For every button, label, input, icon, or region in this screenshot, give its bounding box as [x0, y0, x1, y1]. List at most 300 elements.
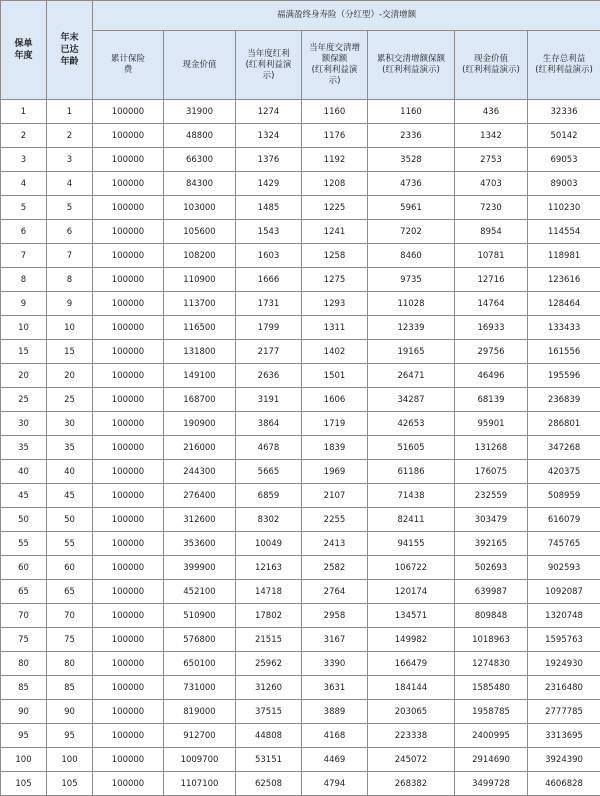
- col-header-total-survival-benefit: [528, 31, 600, 100]
- table-cell: 244300: [164, 460, 236, 484]
- table-cell: 508959: [528, 484, 600, 508]
- table-cell: 100000: [93, 436, 164, 460]
- table-row: [1, 652, 600, 676]
- table-cell: 8954: [455, 220, 528, 244]
- col-header-annual-dividend-label: 当年度红利 (红利利益演 示): [245, 48, 292, 81]
- table-row: [1, 220, 600, 244]
- table-cell: 40: [47, 460, 93, 484]
- table-cell: 128464: [528, 292, 600, 316]
- table-cell: 82411: [368, 508, 455, 532]
- table-cell: 745765: [528, 532, 600, 556]
- table-cell: 399900: [164, 556, 236, 580]
- table-cell: 10: [1, 316, 47, 340]
- table-cell: 50: [1, 508, 47, 532]
- table-cell: 4168: [302, 724, 368, 748]
- table-row: [1, 100, 600, 124]
- table-cell: 2958: [302, 604, 368, 628]
- table-cell: 110230: [528, 196, 600, 220]
- table-cell: 6859: [236, 484, 302, 508]
- table-cell: 90: [47, 700, 93, 724]
- table-cell: 5: [1, 196, 47, 220]
- table-cell: 10049: [236, 532, 302, 556]
- table-cell: 16933: [455, 316, 528, 340]
- table-cell: 616079: [528, 508, 600, 532]
- table-cell: 15: [47, 340, 93, 364]
- table-cell: 1429: [236, 172, 302, 196]
- table-cell: 94155: [368, 532, 455, 556]
- table-cell: 75: [1, 628, 47, 652]
- table-cell: 149100: [164, 364, 236, 388]
- table-cell: 9: [47, 292, 93, 316]
- table-cell: 103000: [164, 196, 236, 220]
- table-cell: 108200: [164, 244, 236, 268]
- table-cell: 95: [47, 724, 93, 748]
- table-cell: 902593: [528, 556, 600, 580]
- table-cell: 89003: [528, 172, 600, 196]
- table-cell: 10: [47, 316, 93, 340]
- table-cell: 65: [1, 580, 47, 604]
- table-cell: 1275: [302, 268, 368, 292]
- table-cell: 35: [47, 436, 93, 460]
- table-cell: 2413: [302, 532, 368, 556]
- table-cell: 100: [1, 748, 47, 772]
- table-cell: 133433: [528, 316, 600, 340]
- table-cell: 1107100: [164, 772, 236, 796]
- table-cell: 2255: [302, 508, 368, 532]
- table-cell: 60: [47, 556, 93, 580]
- table-cell: 452100: [164, 580, 236, 604]
- table-row: [1, 292, 600, 316]
- table-cell: 1258: [302, 244, 368, 268]
- table-cell: 25: [1, 388, 47, 412]
- table-cell: 15: [1, 340, 47, 364]
- table-cell: 236839: [528, 388, 600, 412]
- table-cell: 85: [47, 676, 93, 700]
- table-cell: 2336: [368, 124, 455, 148]
- table-cell: 1543: [236, 220, 302, 244]
- table-row: [1, 556, 600, 580]
- table-cell: 2777785: [528, 700, 600, 724]
- table-body: [1, 100, 600, 796]
- table-cell: 3499728: [455, 772, 528, 796]
- table-cell: 90: [1, 700, 47, 724]
- table-cell: 7: [47, 244, 93, 268]
- col-header-age-label: 年末 已达 年龄: [60, 33, 79, 67]
- table-cell: 286801: [528, 412, 600, 436]
- table-cell: 184144: [368, 676, 455, 700]
- table-cell: 1666: [236, 268, 302, 292]
- table-cell: 303479: [455, 508, 528, 532]
- table-cell: 48800: [164, 124, 236, 148]
- table-cell: 10781: [455, 244, 528, 268]
- table-cell: 1320748: [528, 604, 600, 628]
- table-cell: 100000: [93, 220, 164, 244]
- table-cell: 9735: [368, 268, 455, 292]
- table-cell: 1958785: [455, 700, 528, 724]
- table-cell: 5665: [236, 460, 302, 484]
- table-cell: 1274: [236, 100, 302, 124]
- table-cell: 1311: [302, 316, 368, 340]
- col-header-cash-value: [164, 31, 236, 100]
- col-header-cumulative-paidup-addition: [368, 31, 455, 100]
- table-cell: 2316480: [528, 676, 600, 700]
- table-cell: 131268: [455, 436, 528, 460]
- table-cell: 85: [1, 676, 47, 700]
- table-cell: 30: [47, 412, 93, 436]
- table-cell: 2: [1, 124, 47, 148]
- table-cell: 1009700: [164, 748, 236, 772]
- table-row: [1, 484, 600, 508]
- table-cell: 55: [1, 532, 47, 556]
- table-cell: 7230: [455, 196, 528, 220]
- table-cell: 6: [1, 220, 47, 244]
- table-cell: 3191: [236, 388, 302, 412]
- col-header-cumulative-premium: [93, 31, 164, 100]
- table-cell: 11028: [368, 292, 455, 316]
- table-cell: 1719: [302, 412, 368, 436]
- table-cell: 2636: [236, 364, 302, 388]
- table-cell: 1241: [302, 220, 368, 244]
- table-cell: 100: [47, 748, 93, 772]
- table-cell: 100000: [93, 556, 164, 580]
- table-cell: 95: [1, 724, 47, 748]
- table-row: [1, 244, 600, 268]
- table-cell: 106722: [368, 556, 455, 580]
- table-row: [1, 508, 600, 532]
- table-cell: 100000: [93, 244, 164, 268]
- col-header-annual-paidup-addition-label: 当年度交清增 额保额 (红利利益演 示): [308, 43, 360, 86]
- table-cell: 8: [47, 268, 93, 292]
- table-cell: 4606828: [528, 772, 600, 796]
- table-cell: 62508: [236, 772, 302, 796]
- table-cell: 1018963: [455, 628, 528, 652]
- table-cell: 53151: [236, 748, 302, 772]
- table-row: [1, 604, 600, 628]
- table-cell: 19165: [368, 340, 455, 364]
- table-row: [1, 196, 600, 220]
- table-row: [1, 316, 600, 340]
- table-cell: 5961: [368, 196, 455, 220]
- table-cell: 17802: [236, 604, 302, 628]
- col-header-dividend-cash-value: [455, 31, 528, 100]
- table-cell: 42653: [368, 412, 455, 436]
- table-cell: 2177: [236, 340, 302, 364]
- table-cell: 113700: [164, 292, 236, 316]
- table-cell: 35: [1, 436, 47, 460]
- table-cell: 3889: [302, 700, 368, 724]
- table-cell: 100000: [93, 460, 164, 484]
- table-row: [1, 460, 600, 484]
- table-cell: 1274830: [455, 652, 528, 676]
- table-cell: 100000: [93, 604, 164, 628]
- table-cell: 7202: [368, 220, 455, 244]
- table-cell: 1293: [302, 292, 368, 316]
- table-row: [1, 124, 600, 148]
- table-cell: 166479: [368, 652, 455, 676]
- table-cell: 1324: [236, 124, 302, 148]
- col-header-age: [47, 1, 93, 100]
- table-cell: 40: [1, 460, 47, 484]
- table-cell: 100000: [93, 628, 164, 652]
- table-row: [1, 148, 600, 172]
- table-cell: 120174: [368, 580, 455, 604]
- table-cell: 50142: [528, 124, 600, 148]
- table-cell: 100000: [93, 676, 164, 700]
- table-cell: 12339: [368, 316, 455, 340]
- table-cell: 268382: [368, 772, 455, 796]
- table-cell: 32336: [528, 100, 600, 124]
- table-cell: 1342: [455, 124, 528, 148]
- table-cell: 3864: [236, 412, 302, 436]
- table-cell: 66300: [164, 148, 236, 172]
- table-cell: 3528: [368, 148, 455, 172]
- table-cell: 502693: [455, 556, 528, 580]
- table-cell: 30: [1, 412, 47, 436]
- table-cell: 2400995: [455, 724, 528, 748]
- table-cell: 203065: [368, 700, 455, 724]
- table-cell: 100000: [93, 484, 164, 508]
- table-cell: 84300: [164, 172, 236, 196]
- table-cell: 4678: [236, 436, 302, 460]
- table-cell: 20: [47, 364, 93, 388]
- table-row: [1, 388, 600, 412]
- table-cell: 195596: [528, 364, 600, 388]
- col-header-cumulative-paidup-addition-label: 累积交清增额保额 (红利利益演示): [376, 54, 445, 75]
- table-cell: 100000: [93, 364, 164, 388]
- table-cell: 4794: [302, 772, 368, 796]
- table-cell: 100000: [93, 388, 164, 412]
- table-cell: 3313695: [528, 724, 600, 748]
- table-cell: 100000: [93, 412, 164, 436]
- table-row: [1, 364, 600, 388]
- table-cell: 31260: [236, 676, 302, 700]
- table-cell: 100000: [93, 700, 164, 724]
- table-cell: 650100: [164, 652, 236, 676]
- table-cell: 3: [1, 148, 47, 172]
- table-cell: 60: [1, 556, 47, 580]
- table-cell: 1376: [236, 148, 302, 172]
- table-cell: 1585480: [455, 676, 528, 700]
- table-cell: 70: [1, 604, 47, 628]
- table-cell: 1485: [236, 196, 302, 220]
- table-cell: 100000: [93, 172, 164, 196]
- table-row: [1, 748, 600, 772]
- table-cell: 1092087: [528, 580, 600, 604]
- table-cell: 276400: [164, 484, 236, 508]
- table-cell: 176075: [455, 460, 528, 484]
- table-cell: 1501: [302, 364, 368, 388]
- table-row: [1, 268, 600, 292]
- table-cell: 118981: [528, 244, 600, 268]
- table-cell: 1160: [368, 100, 455, 124]
- table-cell: 1731: [236, 292, 302, 316]
- table-cell: 1924930: [528, 652, 600, 676]
- table-cell: 12716: [455, 268, 528, 292]
- table-cell: 100000: [93, 532, 164, 556]
- table-cell: 44808: [236, 724, 302, 748]
- table-cell: 100000: [93, 652, 164, 676]
- table-cell: 809848: [455, 604, 528, 628]
- col-header-policy-year-label: 保单 年度: [14, 39, 33, 61]
- table-cell: 4469: [302, 748, 368, 772]
- table-cell: 7: [1, 244, 47, 268]
- table-cell: 69053: [528, 148, 600, 172]
- table-cell: 80: [47, 652, 93, 676]
- table-cell: 1160: [302, 100, 368, 124]
- table-cell: 190900: [164, 412, 236, 436]
- table-cell: 731000: [164, 676, 236, 700]
- table-cell: 100000: [93, 316, 164, 340]
- table-cell: 100000: [93, 580, 164, 604]
- table-cell: 100000: [93, 772, 164, 796]
- table-cell: 1176: [302, 124, 368, 148]
- table-cell: 1208: [302, 172, 368, 196]
- table-cell: 2764: [302, 580, 368, 604]
- table-cell: 4703: [455, 172, 528, 196]
- table-cell: 100000: [93, 724, 164, 748]
- table-cell: 123616: [528, 268, 600, 292]
- col-header-cumulative-premium-label: 累计保险 费: [110, 54, 145, 75]
- table-cell: 8460: [368, 244, 455, 268]
- table-cell: 114554: [528, 220, 600, 244]
- table-cell: 216000: [164, 436, 236, 460]
- table-cell: 61186: [368, 460, 455, 484]
- col-header-cash-value-label: 现金价值: [182, 59, 217, 70]
- table-cell: 105600: [164, 220, 236, 244]
- table-cell: 105: [47, 772, 93, 796]
- table-cell: 576800: [164, 628, 236, 652]
- table-cell: 4: [47, 172, 93, 196]
- table-cell: 25962: [236, 652, 302, 676]
- table-cell: 100000: [93, 292, 164, 316]
- table-cell: 510900: [164, 604, 236, 628]
- table-cell: 105: [1, 772, 47, 796]
- group-title: 福满盈终身寿险（分红型）-交清增额: [93, 1, 600, 31]
- table-cell: 1: [1, 100, 47, 124]
- table-cell: 1839: [302, 436, 368, 460]
- table-cell: 20: [1, 364, 47, 388]
- table-cell: 68139: [455, 388, 528, 412]
- table-cell: 1799: [236, 316, 302, 340]
- table-cell: 3: [47, 148, 93, 172]
- table-cell: 80: [1, 652, 47, 676]
- table-cell: 3924390: [528, 748, 600, 772]
- table-cell: 51605: [368, 436, 455, 460]
- col-header-total-survival-benefit-label: 生存总利益 (红利利益演示): [535, 54, 593, 75]
- table-row: [1, 580, 600, 604]
- table-cell: 100000: [93, 268, 164, 292]
- table-cell: 29756: [455, 340, 528, 364]
- table-cell: 34287: [368, 388, 455, 412]
- table-cell: 100000: [93, 124, 164, 148]
- table-cell: 100000: [93, 100, 164, 124]
- table-row: [1, 772, 600, 796]
- table-cell: 2753: [455, 148, 528, 172]
- table-cell: 2582: [302, 556, 368, 580]
- table-cell: 71438: [368, 484, 455, 508]
- table-cell: 347268: [528, 436, 600, 460]
- table-cell: 45: [1, 484, 47, 508]
- table-row: [1, 700, 600, 724]
- table-cell: 819000: [164, 700, 236, 724]
- table-cell: 37515: [236, 700, 302, 724]
- table-cell: 392165: [455, 532, 528, 556]
- table-cell: 21515: [236, 628, 302, 652]
- col-header-annual-paidup-addition: [302, 31, 368, 100]
- table-cell: 420375: [528, 460, 600, 484]
- table-cell: 353600: [164, 532, 236, 556]
- table-cell: 12163: [236, 556, 302, 580]
- table-cell: 8: [1, 268, 47, 292]
- table-cell: 100000: [93, 196, 164, 220]
- table-cell: 1192: [302, 148, 368, 172]
- table-row: [1, 172, 600, 196]
- table-cell: 100000: [93, 508, 164, 532]
- table-cell: 1606: [302, 388, 368, 412]
- table-cell: 639987: [455, 580, 528, 604]
- table-cell: 4736: [368, 172, 455, 196]
- table-cell: 46496: [455, 364, 528, 388]
- table-cell: 95901: [455, 412, 528, 436]
- table-cell: 25: [47, 388, 93, 412]
- table-row: [1, 436, 600, 460]
- table-cell: 55: [47, 532, 93, 556]
- table-cell: 75: [47, 628, 93, 652]
- table-cell: 5: [47, 196, 93, 220]
- table-cell: 131800: [164, 340, 236, 364]
- table-cell: 1225: [302, 196, 368, 220]
- table-row: [1, 412, 600, 436]
- table-cell: 223338: [368, 724, 455, 748]
- table-cell: 168700: [164, 388, 236, 412]
- table-cell: 2: [47, 124, 93, 148]
- table-cell: 3167: [302, 628, 368, 652]
- table-cell: 26471: [368, 364, 455, 388]
- table-cell: 14718: [236, 580, 302, 604]
- table-row: [1, 532, 600, 556]
- table-cell: 1603: [236, 244, 302, 268]
- table-cell: 9: [1, 292, 47, 316]
- table-cell: 232559: [455, 484, 528, 508]
- table-cell: 1969: [302, 460, 368, 484]
- table-cell: 110900: [164, 268, 236, 292]
- table-cell: 31900: [164, 100, 236, 124]
- table-cell: 1595763: [528, 628, 600, 652]
- table-cell: 100000: [93, 148, 164, 172]
- table-cell: 6: [47, 220, 93, 244]
- table-cell: 312600: [164, 508, 236, 532]
- table-cell: 50: [47, 508, 93, 532]
- table-row: [1, 724, 600, 748]
- table-cell: 116500: [164, 316, 236, 340]
- table-cell: 3390: [302, 652, 368, 676]
- table-row: [1, 340, 600, 364]
- table-cell: 8302: [236, 508, 302, 532]
- table-cell: 4: [1, 172, 47, 196]
- table-cell: 912700: [164, 724, 236, 748]
- table-cell: 70: [47, 604, 93, 628]
- table-cell: 45: [47, 484, 93, 508]
- col-header-policy-year: [1, 1, 47, 100]
- col-header-annual-dividend: [236, 31, 302, 100]
- col-header-dividend-cash-value-label: 现金价值 (红利利益演示): [462, 54, 520, 75]
- table-cell: 2914690: [455, 748, 528, 772]
- table-cell: 245072: [368, 748, 455, 772]
- table-cell: 134571: [368, 604, 455, 628]
- table-cell: 1402: [302, 340, 368, 364]
- table-cell: 3631: [302, 676, 368, 700]
- table-cell: 2107: [302, 484, 368, 508]
